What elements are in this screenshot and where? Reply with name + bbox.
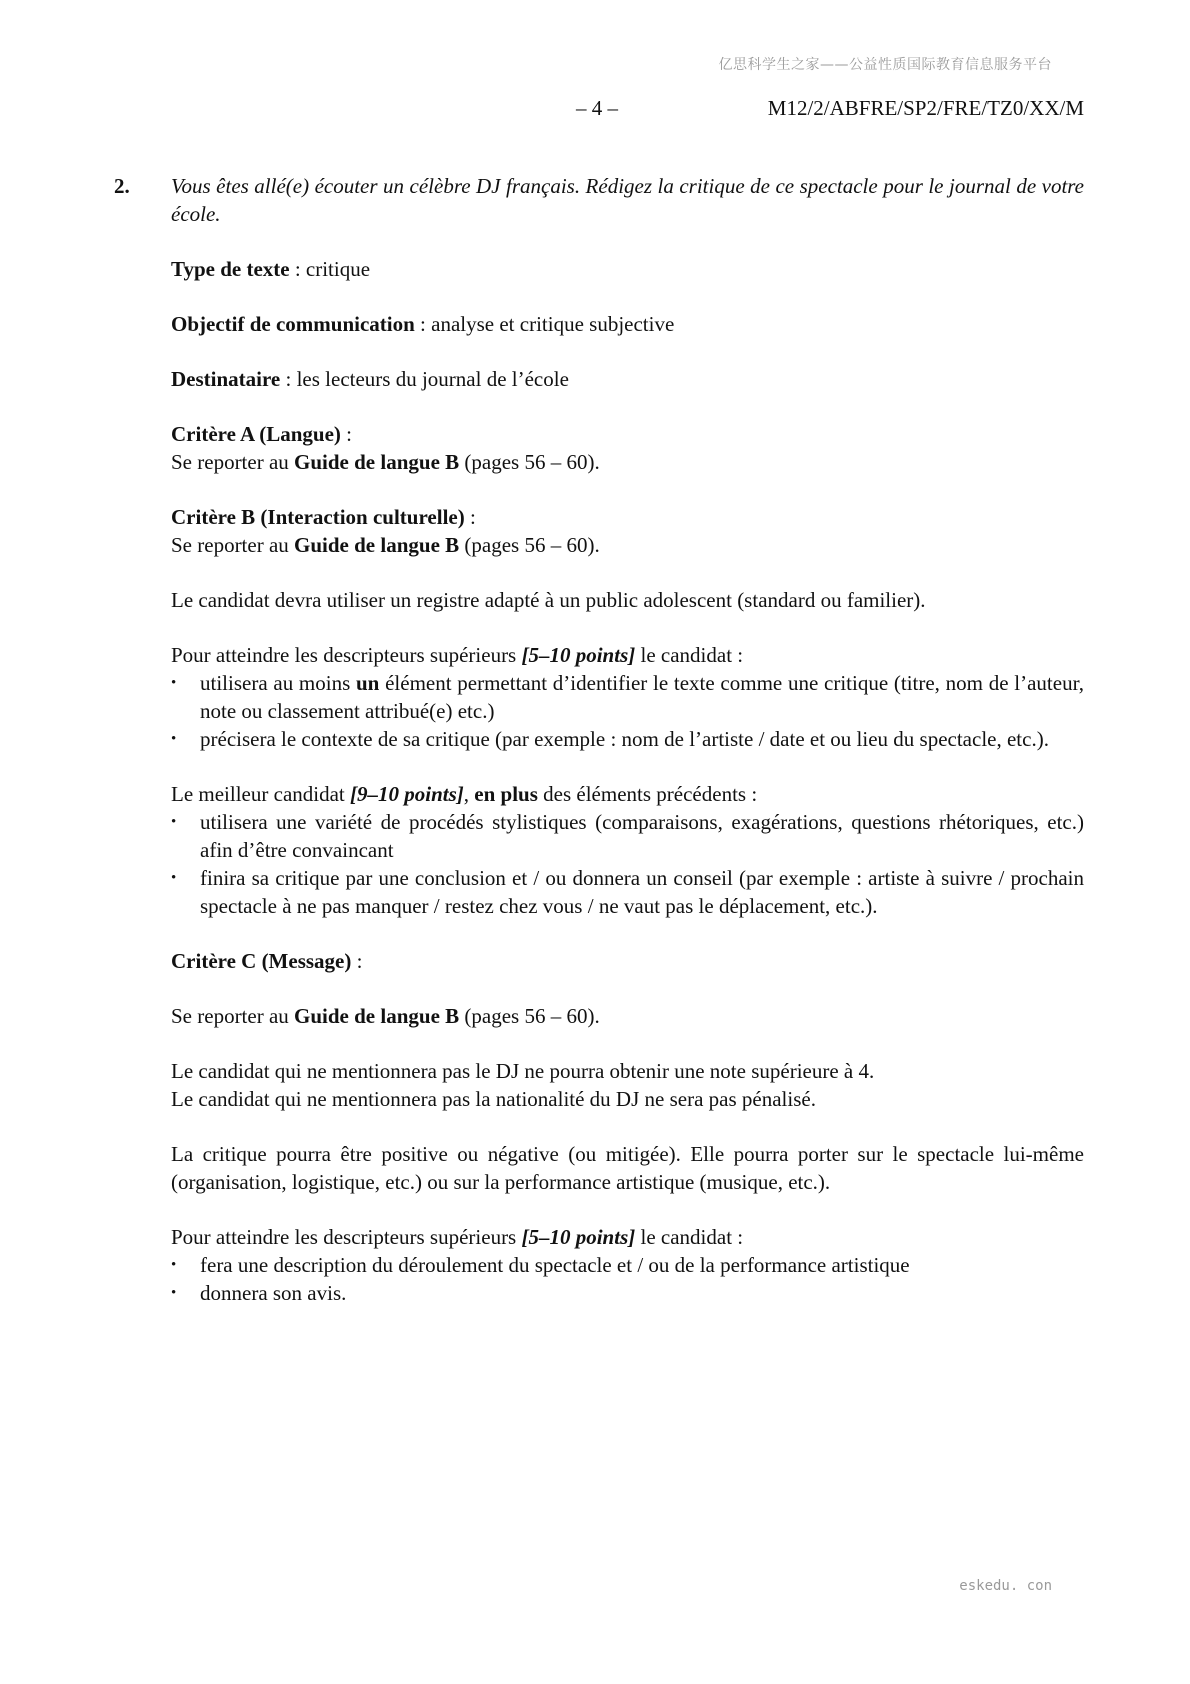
critique-scope-note: La critique pourra être positive ou négative (ou mitigée). Elle pourra porter sur le spectacle lui-même (organisation, logistique, etc.) ou sur la performance artistique (musique, etc.).	[171, 1142, 1084, 1194]
bullet-icon: •	[171, 1285, 177, 1301]
recipient-value: : les lecteurs du journal de l’école	[280, 367, 569, 391]
c-upper-descriptors-intro	[171, 1223, 1084, 1251]
guide-title: Guide de langue B	[294, 1004, 460, 1028]
criterion-a-title: Critère A (Langue)	[171, 422, 341, 446]
dj-mention-note: Le candidat qui ne mentionnera pas le DJ ne pourra obtenir une note supérieure à 4.	[171, 1059, 875, 1083]
list-item	[171, 669, 1084, 725]
recipient-line	[171, 365, 1084, 393]
bullet-icon: •	[171, 675, 177, 691]
points-range: [5–10 points]	[521, 643, 636, 667]
intro-tail: le candidat :	[635, 1225, 744, 1249]
see-prefix: Se reporter au	[171, 533, 295, 557]
see-prefix: Se reporter au	[171, 450, 295, 474]
footer-watermark: eskedu. con	[959, 1578, 1052, 1594]
guide-title: Guide de langue B	[294, 450, 460, 474]
dj-nationality-note: Le candidat qui ne mentionnera pas la nationalité du DJ ne sera pas pénalisé.	[171, 1087, 816, 1111]
intro-tail: le candidat :	[635, 643, 744, 667]
points-range: [9–10 points]	[350, 782, 464, 806]
document-code: M12/2/ABFRE/SP2/FRE/TZ0/XX/M	[767, 96, 1084, 120]
bullet-icon: •	[171, 1257, 177, 1273]
item-text: finira sa critique par une conclusion et / ou donnera un conseil (par exemple : artiste à suivre / prochain spectacle à ne pas manquer / restez chez vous / ne vaut pas le déplacement, etc.).	[200, 866, 1084, 918]
list-item	[171, 864, 1084, 920]
criterion-a-colon: :	[340, 422, 353, 446]
criterion-a-heading	[171, 420, 1084, 448]
emphasis: en plus	[474, 782, 538, 806]
list-item	[171, 808, 1084, 864]
upper-descriptors-list	[171, 669, 1084, 753]
criterion-b-reference	[171, 531, 1084, 559]
upper-descriptors-intro	[171, 641, 1084, 669]
item-text: donnera son avis.	[200, 1281, 347, 1305]
objective-label: Objectif de communication	[171, 312, 415, 336]
list-item	[171, 1279, 1084, 1307]
criterion-c-reference	[171, 1002, 1084, 1030]
guide-pages: (pages 56 – 60).	[459, 1004, 600, 1028]
text-type-line	[171, 255, 1084, 283]
criterion-a-reference	[171, 448, 1084, 476]
criterion-b-heading	[171, 503, 1084, 531]
comma: ,	[463, 782, 475, 806]
criterion-c-colon: :	[351, 949, 363, 973]
recipient-label: Destinataire	[171, 367, 281, 391]
guide-pages: (pages 56 – 60).	[459, 533, 600, 557]
item-text: utilisera une variété de procédés stylistiques (comparaisons, exagérations, questions rhétoriques, etc.) afin d’être convaincant	[200, 810, 1084, 862]
guide-pages: (pages 56 – 60).	[459, 450, 600, 474]
objective-value: : analyse et critique subjective	[414, 312, 675, 336]
bullet-icon: •	[171, 870, 177, 886]
c-upper-descriptors-list	[171, 1251, 1084, 1307]
item-text: fera une description du déroulement du spectacle et / ou de la performance artistique	[200, 1253, 910, 1277]
text-type-label: Type de texte	[171, 257, 290, 281]
criterion-c-heading	[171, 947, 1084, 975]
criterion-b-title: Critère B (Interaction culturelle)	[171, 505, 465, 529]
item-text: élément permettant d’identifier le texte comme une critique (titre, nom de l’auteur, note ou classement attribué(e) etc.)	[200, 671, 1084, 723]
header-watermark: 亿思科学生之家——公益性质国际教育信息服务平台	[718, 57, 1052, 73]
best-candidate-intro	[171, 780, 1084, 808]
question-number: 2.	[114, 174, 130, 198]
list-item	[171, 725, 1084, 753]
text-type-value: : critique	[289, 257, 371, 281]
criterion-b-colon: :	[464, 505, 476, 529]
criterion-c-title: Critère C (Message)	[171, 949, 352, 973]
objective-line	[171, 310, 1084, 338]
item-emphasis: un	[356, 671, 380, 695]
register-note: Le candidat devra utiliser un registre adapté à un public adolescent (standard ou familier).	[171, 588, 926, 612]
page-number: – 4 –	[576, 96, 618, 120]
page-content	[114, 172, 1084, 1334]
intro-text: Le meilleur candidat	[171, 782, 351, 806]
bullet-icon: •	[171, 731, 177, 747]
question-row	[114, 172, 1084, 228]
question-prompt: Vous êtes allé(e) écouter un célèbre DJ français. Rédigez la critique de ce spectacle pour le journal de votre école.	[171, 174, 1084, 226]
marking-notes	[171, 255, 1084, 1307]
guide-title: Guide de langue B	[294, 533, 460, 557]
intro-text: Pour atteindre les descripteurs supérieurs	[171, 1225, 522, 1249]
see-prefix: Se reporter au	[171, 1004, 295, 1028]
intro-tail: des éléments précédents :	[537, 782, 758, 806]
item-text: utilisera au moins	[200, 671, 356, 695]
bullet-icon: •	[171, 814, 177, 830]
best-candidate-list	[171, 808, 1084, 920]
list-item	[171, 1251, 1084, 1279]
intro-text: Pour atteindre les descripteurs supérieurs	[171, 643, 522, 667]
points-range: [5–10 points]	[521, 1225, 636, 1249]
item-text: précisera le contexte de sa critique (par exemple : nom de l’artiste / date et ou lieu du spectacle, etc.).	[200, 727, 1049, 751]
